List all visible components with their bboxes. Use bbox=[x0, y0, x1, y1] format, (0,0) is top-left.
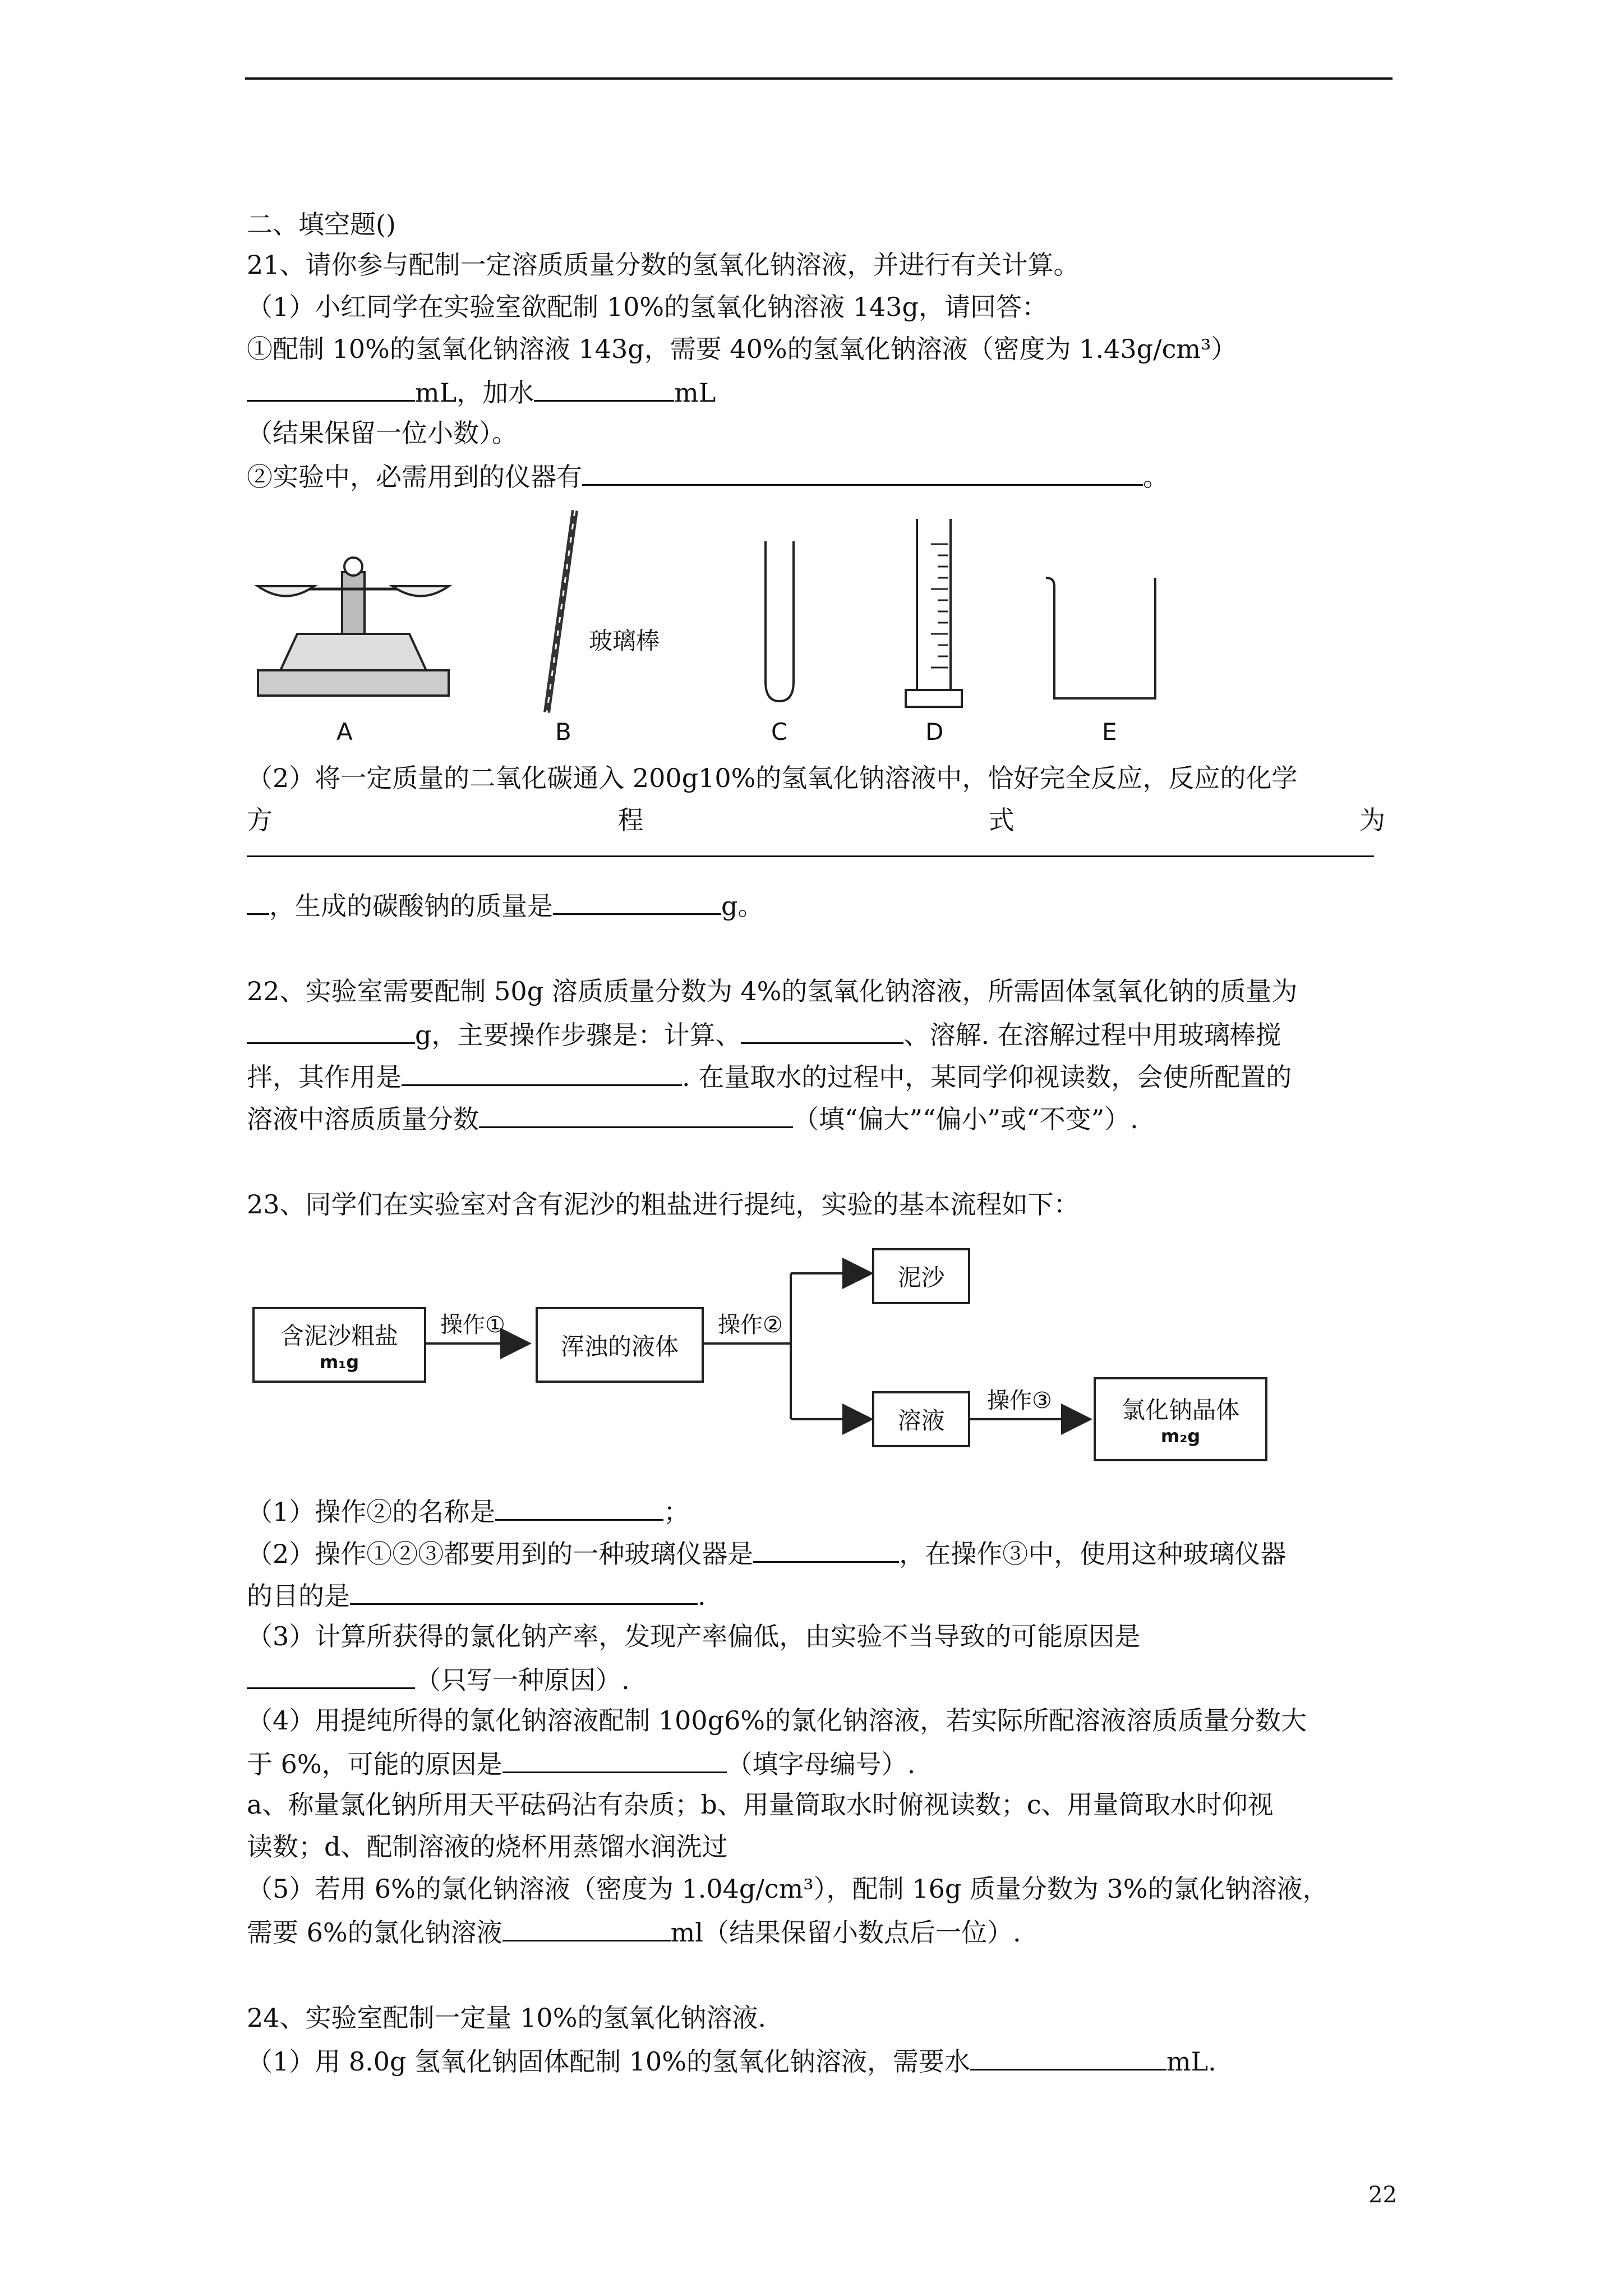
q23-part2-cont: 的目的是 . bbox=[247, 1576, 706, 1614]
answer-blank[interactable] bbox=[970, 2042, 1166, 2070]
instrument-label-a: A bbox=[336, 718, 353, 746]
answer-blank[interactable] bbox=[247, 886, 269, 915]
flow-box-solution: 溶液 bbox=[872, 1391, 970, 1447]
section-title: 二、填空题() bbox=[247, 209, 396, 240]
q22-line2: g，主要操作步骤是：计算、 、溶解. 在溶解过程中用玻璃棒搅 bbox=[247, 1015, 1281, 1053]
q23-part3: （3）计算所获得的氯化钠产率，发现产率偏低，由实验不当导致的可能原因是 bbox=[247, 1621, 1141, 1651]
q23-part4: （4）用提纯所得的氯化钠溶液配制 100g6%的氯化钠溶液，若实际所配溶液溶质质量分数大 bbox=[247, 1705, 1307, 1736]
flow-label-op2: 操作② bbox=[718, 1312, 783, 1338]
flow-box-crude-salt: 含泥沙粗盐 m₁g bbox=[252, 1307, 426, 1383]
q23-part3-cont: （只写一种原因）. bbox=[247, 1660, 630, 1698]
q21-intro: 21、请你参与配制一定溶质质量分数的氢氧化钠溶液，并进行有关计算。 bbox=[247, 250, 1080, 280]
q22-line1: 22、实验室需要配制 50g 溶质质量分数为 4%的氢氧化钠溶液，所需固体氢氧化钠的质量为 bbox=[247, 976, 1298, 1006]
glass-rod-icon bbox=[538, 505, 583, 718]
instrument-label-e: E bbox=[1102, 718, 1117, 746]
answer-blank[interactable] bbox=[402, 1057, 682, 1086]
q21-part2: （2）将一定质量的二氧化碳通入 200g10%的氢氧化钠溶液中，恰好完全反应，反应的化学 bbox=[247, 763, 1298, 793]
answer-blank[interactable] bbox=[247, 1015, 415, 1044]
answer-blank[interactable] bbox=[753, 1534, 899, 1563]
answer-blank[interactable] bbox=[582, 457, 1143, 486]
answer-blank[interactable] bbox=[502, 1913, 671, 1941]
q21-part2-spread: 方 程 式 为 bbox=[247, 805, 1385, 835]
q21-sub2: ②实验中，必需用到的仪器有 。 bbox=[247, 457, 1169, 495]
q23-part4-cont: 于 6%，可能的原因是 （填字母编号）. bbox=[247, 1745, 915, 1782]
test-tube-icon bbox=[757, 539, 802, 707]
flow-box-sand: 泥沙 bbox=[872, 1248, 970, 1304]
page-number: 22 bbox=[1368, 2182, 1397, 2208]
q24-part1: （1）用 8.0g 氢氧化钠固体配制 10%的氢氧化钠溶液，需要水 mL. bbox=[247, 2042, 1216, 2079]
q23-part4-options: a、称量氯化钠所用天平砝码沾有杂质；b、用量筒取水时俯视读数；c、用量筒取水时仰视 bbox=[247, 1789, 1274, 1820]
beaker-icon bbox=[1043, 572, 1166, 707]
answer-blank[interactable] bbox=[350, 1576, 698, 1605]
q23-intro: 23、同学们在实验室对含有泥沙的粗盐进行提纯，实验的基本流程如下： bbox=[247, 1189, 1080, 1220]
answer-blank[interactable] bbox=[502, 1745, 727, 1773]
answer-blank[interactable] bbox=[247, 1660, 415, 1689]
graduated-cylinder-icon bbox=[897, 516, 970, 712]
instrument-label-d: D bbox=[925, 718, 944, 746]
answer-blank[interactable] bbox=[534, 373, 674, 402]
flow-label-op3: 操作③ bbox=[987, 1388, 1052, 1414]
flow-box-nacl-crystal: 氯化钠晶体 m₂g bbox=[1094, 1377, 1267, 1461]
answer-blank[interactable] bbox=[247, 373, 415, 402]
flow-box-turbid-liquid: 浑浊的液体 bbox=[536, 1307, 704, 1383]
answer-blank-equation[interactable] bbox=[247, 855, 1374, 857]
q22-line3: 拌，其作用是 . 在量取水的过程中，某同学仰视读数，会使所配置的 bbox=[247, 1057, 1292, 1095]
q21-sub1-answers: mL，加水 mL bbox=[247, 373, 716, 411]
q24-intro: 24、实验室配制一定量 10%的氢氧化钠溶液. bbox=[247, 2003, 767, 2033]
q21-sub1-note: （结果保留一位小数）。 bbox=[247, 418, 518, 448]
q23-part1: （1）操作②的名称是 ； bbox=[247, 1492, 689, 1530]
answer-blank[interactable] bbox=[479, 1099, 793, 1128]
q23-part4-options-cont: 读数；d、配制溶液的烧杯用蒸馏水润洗过 bbox=[247, 1832, 728, 1862]
q21-part2-end: ，生成的碳酸钠的质量是 g。 bbox=[247, 886, 763, 924]
instrument-label-b: B bbox=[555, 718, 571, 746]
q21-part1: （1）小红同学在实验室欲配制 10%的氢氧化钠溶液 143g，请回答： bbox=[247, 292, 1048, 322]
answer-blank[interactable] bbox=[553, 886, 721, 915]
answer-blank[interactable] bbox=[495, 1492, 663, 1521]
header-rule bbox=[245, 77, 1393, 80]
q23-part5: （5）若用 6%的氯化钠溶液（密度为 1.04g/cm³），配制 16g 质量分数为 3%的氯化钠溶液， bbox=[247, 1874, 1329, 1904]
q23-part5-cont: 需要 6%的氯化钠溶液 ml（结果保留小数点后一位）. bbox=[247, 1913, 1021, 1950]
glass-rod-label: 玻璃棒 bbox=[589, 627, 660, 655]
q22-line4: 溶液中溶质质量分数 （填“偏大”“偏小”或“不变”）. bbox=[247, 1099, 1138, 1137]
balance-figure bbox=[247, 539, 460, 707]
q23-part2: （2）操作①②③都要用到的一种玻璃仪器是 ，在操作③中，使用这种玻璃仪器 bbox=[247, 1534, 1286, 1572]
flow-label-op1: 操作① bbox=[440, 1312, 505, 1338]
q21-sub1: ①配制 10%的氢氧化钠溶液 143g，需要 40%的氢氧化钠溶液（密度为 1.43g/cm³） bbox=[247, 334, 1237, 364]
answer-blank[interactable] bbox=[741, 1015, 903, 1044]
instrument-label-c: C bbox=[771, 718, 788, 746]
